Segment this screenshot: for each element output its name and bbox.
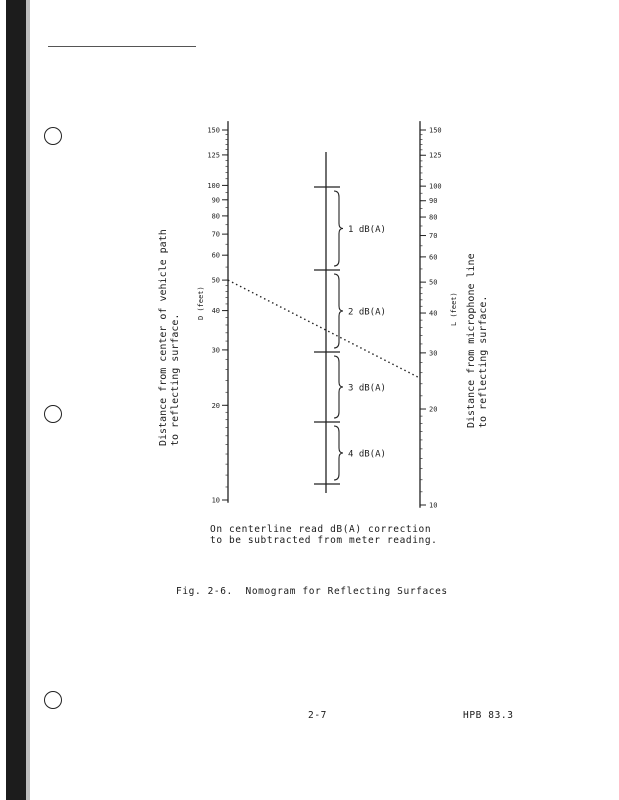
right-scale-tick-label: 20	[429, 405, 438, 414]
bracket-icon	[334, 356, 343, 418]
figure-caption: Fig. 2-6. Nomogram for Reflecting Surfaces	[176, 586, 448, 597]
left-scale-tick-label: 20	[211, 401, 220, 410]
bracket-label: 2 dB(A)	[348, 307, 386, 318]
document-id: HPB 83.3	[463, 710, 514, 721]
right-scale-tick-label: 100	[429, 182, 442, 191]
right-scale-tick-label: 125	[429, 151, 442, 160]
right-scale-tick-label: 50	[429, 278, 438, 287]
left-scale-tick-label: 40	[211, 307, 220, 316]
right-scale-tick-label: 30	[429, 349, 438, 358]
right-scale-tick-label: 10	[429, 501, 438, 510]
left-variable-label: D (feet)	[197, 286, 205, 320]
right-scale-tick-label: 40	[429, 309, 438, 318]
reading-line	[228, 280, 420, 378]
page-number: 2-7	[308, 710, 327, 721]
left-scale-title: Distance from center of vehicle path to reflecting surface.	[158, 229, 181, 446]
right-scale-tick-label: 60	[429, 253, 438, 262]
bracket-label: 3 dB(A)	[348, 383, 386, 394]
right-variable-label: L (feet)	[450, 292, 458, 326]
bracket-icon	[334, 426, 343, 480]
right-scale-tick-label: 90	[429, 197, 438, 206]
left-scale-tick-label: 10	[211, 496, 220, 505]
bracket-label: 1 dB(A)	[348, 225, 386, 235]
right-scale	[420, 121, 442, 509]
right-scale-tick-label: 70	[429, 232, 438, 241]
bracket-icon	[334, 274, 343, 348]
centerline-caption: On centerline read dB(A) correction to be subtracted from meter reading.	[210, 524, 438, 546]
right-scale-title: Distance from microphone line to reflecting surface.	[466, 253, 489, 428]
left-scale-tick-label: 30	[211, 346, 220, 355]
right-scale-tick-label: 80	[429, 213, 438, 222]
left-scale-tick-label: 50	[211, 276, 220, 285]
left-scale-tick-label: 90	[211, 196, 220, 205]
left-scale	[207, 121, 228, 504]
left-scale-tick-label: 80	[211, 212, 220, 221]
center-scale	[314, 152, 386, 493]
right-scale-tick-label: 150	[429, 126, 442, 135]
left-scale-tick-label: 60	[211, 251, 220, 260]
left-scale-tick-label: 125	[207, 151, 220, 160]
bracket-label: 4 dB(A)	[348, 449, 386, 460]
bracket-icon	[334, 191, 343, 266]
left-scale-tick-label: 150	[207, 126, 220, 135]
left-scale-tick-label: 70	[211, 230, 220, 239]
left-scale-tick-label: 100	[207, 181, 220, 190]
